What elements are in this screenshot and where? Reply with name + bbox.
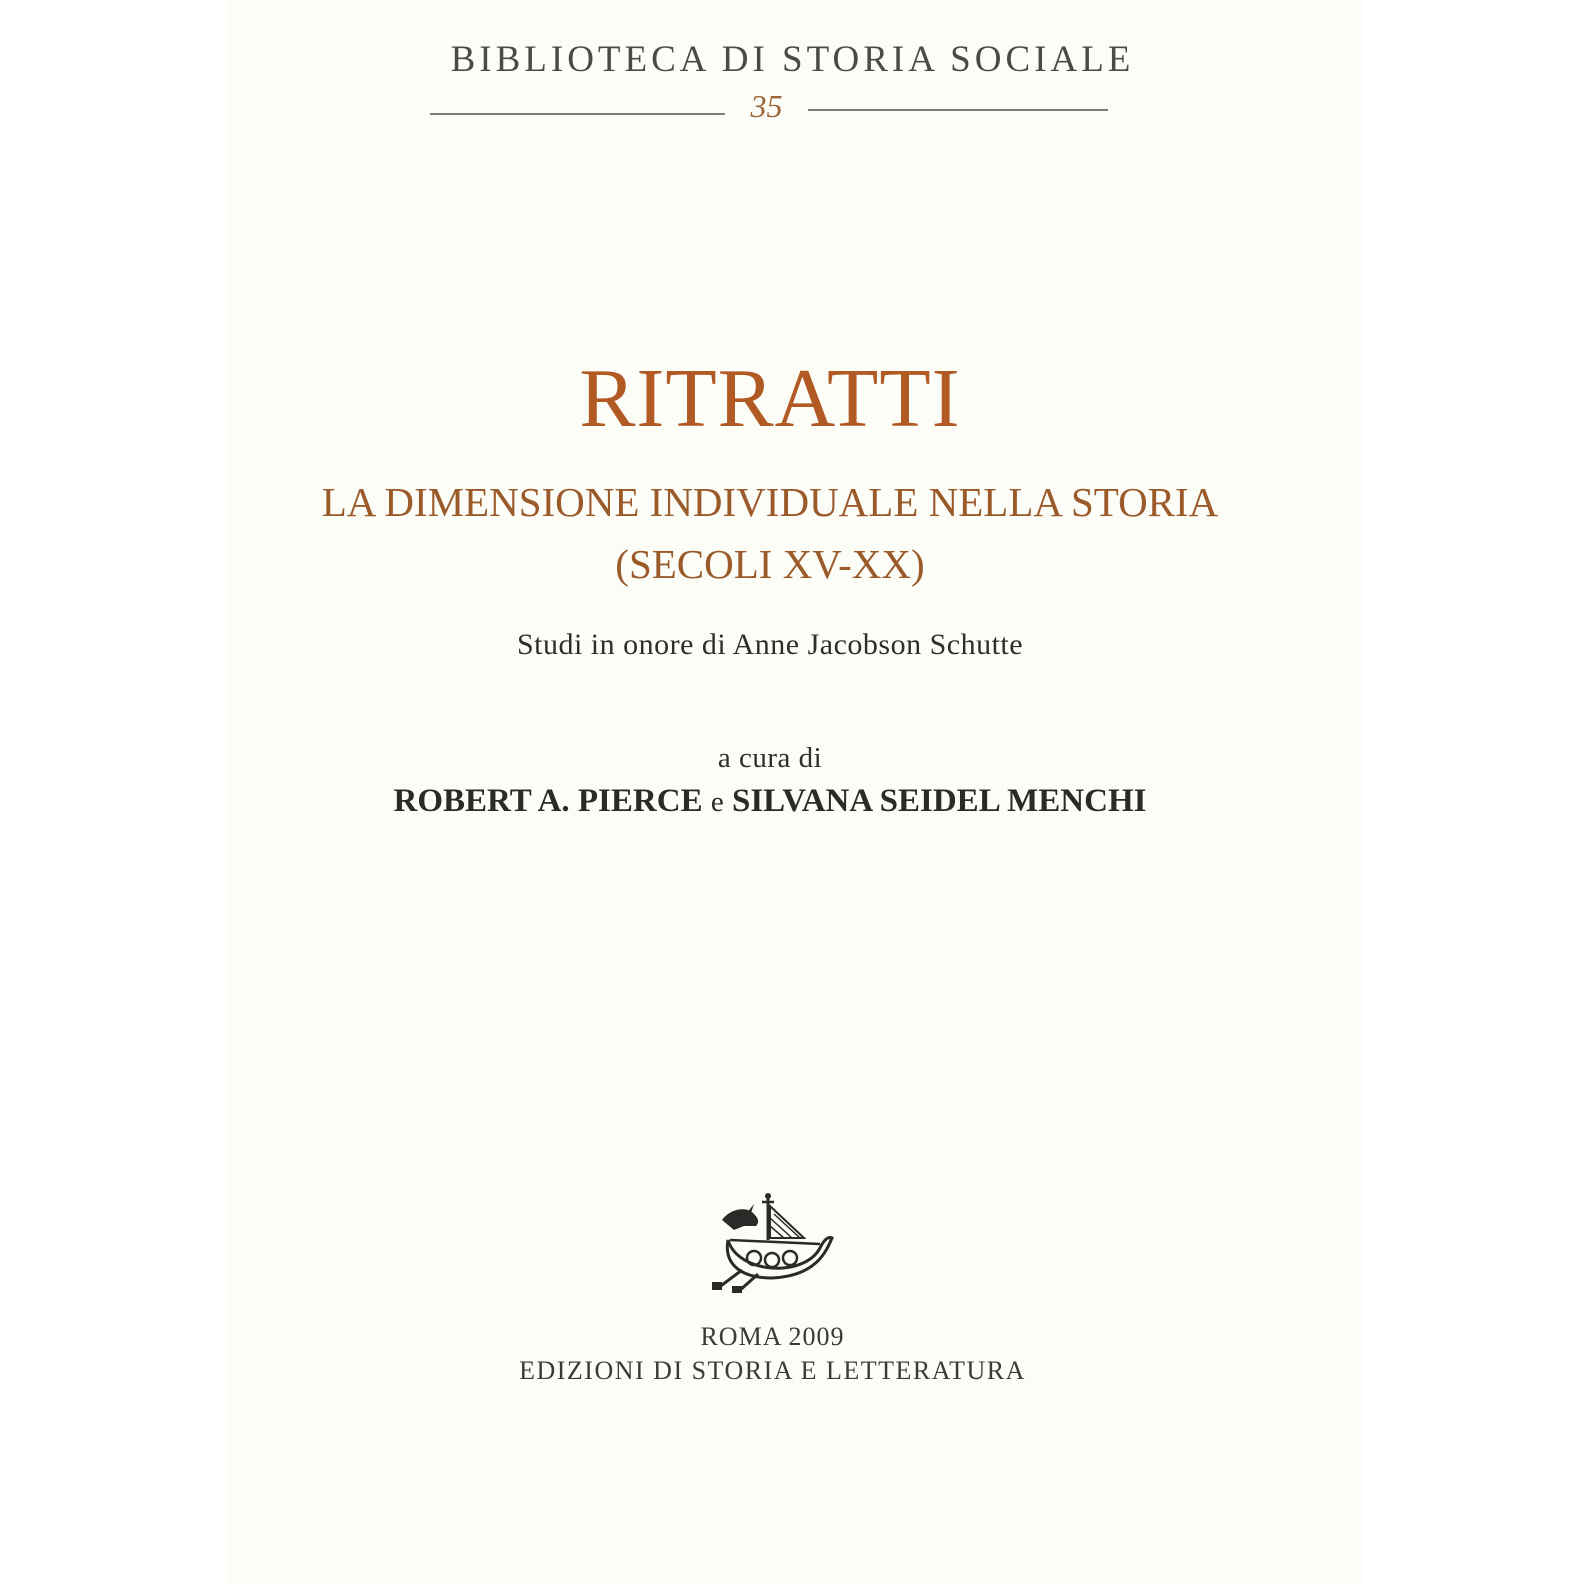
imprint-publisher: EDIZIONI DI STORIA E LETTERATURA (519, 1356, 1026, 1385)
book-title: RITRATTI (579, 352, 961, 445)
editors-names (0, 783, 1540, 820)
series-rule-left (430, 113, 725, 115)
book-subtitle-line1: LA DIMENSIONE INDIVIDUALE NELLA STORIA (321, 479, 1219, 525)
series-number: 35 (750, 88, 783, 124)
editors-intro: a cura di (717, 742, 823, 774)
book-subtitle-line2: (SECOLI XV-XX) (615, 541, 925, 587)
imprint-city-year: ROMA 2009 (700, 1322, 845, 1351)
series-rule-right (808, 109, 1108, 111)
series-name: BIBLIOTECA DI STORIA SOCIALE (450, 39, 1135, 80)
editors-conjunction: e (710, 786, 724, 818)
ship-with-bird-icon (708, 1192, 834, 1294)
dedication: Studi in onore di Anne Jacobson Schutte (516, 628, 1024, 661)
editor-name-2: SILVANA SEIDEL MENCHI (731, 783, 1147, 819)
editor-name-1: ROBERT A. PIERCE (393, 783, 703, 819)
